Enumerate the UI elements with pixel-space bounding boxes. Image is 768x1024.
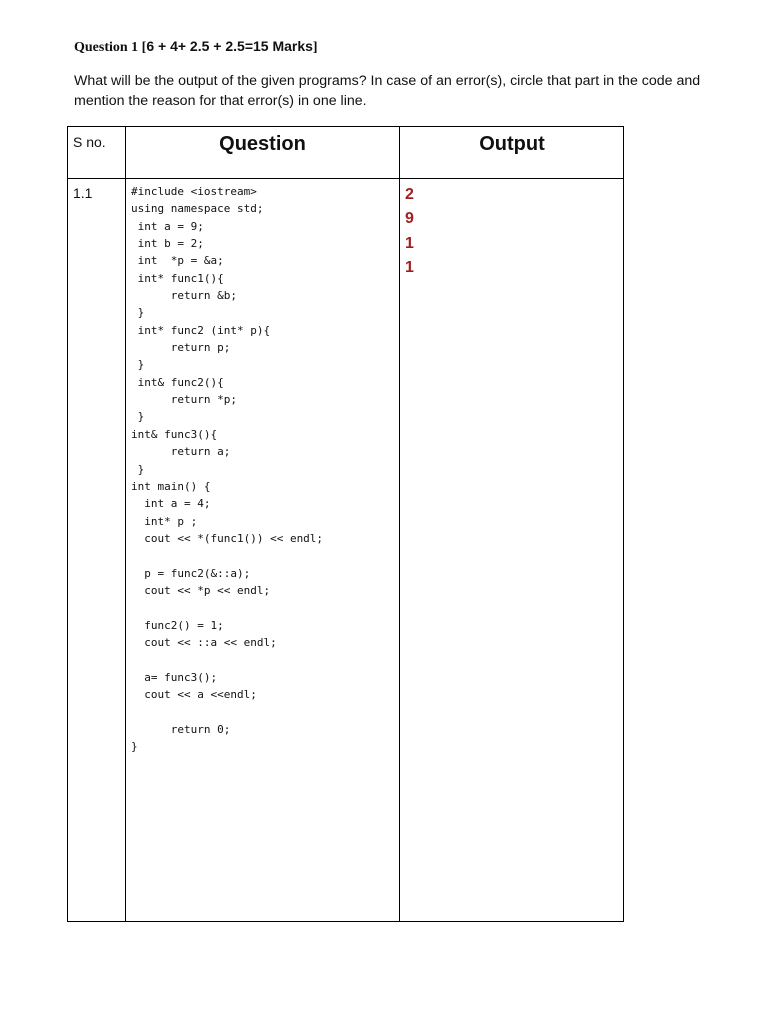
code-line: } xyxy=(131,358,145,372)
question-table xyxy=(67,126,624,922)
code-line: return a; xyxy=(131,445,231,459)
code-line: return 0; xyxy=(131,722,231,736)
code-line: int& func3(){ xyxy=(131,427,218,441)
instructions: What will be the output of the given programs? In case of an error(s), circle that part in the code and mention the reason for that error(s) in one line. xyxy=(74,73,701,109)
code-line: int *p = &a; xyxy=(131,254,224,268)
code-line: a= func3(); xyxy=(131,670,218,684)
code-line: func2() = 1; xyxy=(131,618,224,632)
question-heading xyxy=(74,38,318,56)
code-line: return *p; xyxy=(131,393,237,407)
code-line: int b = 2; xyxy=(131,237,204,251)
code-line: } xyxy=(131,740,138,753)
column-divider xyxy=(125,127,126,921)
code-line: int& func2(){ xyxy=(131,375,224,389)
output-value: 1 xyxy=(405,234,414,252)
code-line xyxy=(131,651,393,668)
code-line: int a = 4; xyxy=(131,497,211,511)
code-line: return &b; xyxy=(131,289,237,303)
code-line: p = func2(&::a); xyxy=(131,566,251,580)
question-marks: 6 + 4+ 2.5 + 2.5=15 Marks xyxy=(146,38,313,54)
code-line: using namespace std; xyxy=(131,202,264,216)
code-line: int* func1(){ xyxy=(131,271,224,285)
header-question: Question xyxy=(219,133,306,155)
code-line: int* p ; xyxy=(131,514,198,528)
header-output: Output xyxy=(479,133,545,155)
output-value: 9 xyxy=(405,210,414,228)
code-line: int* func2 (int* p){ xyxy=(131,323,271,337)
question-heading-close: ] xyxy=(312,40,318,55)
column-divider xyxy=(399,127,400,921)
code-line: } xyxy=(131,410,145,424)
header-sno: S no. xyxy=(73,134,106,150)
code-line: cout << *(func1()) << endl; xyxy=(131,531,324,545)
code-line: #include <iostream> xyxy=(131,185,257,198)
code-line xyxy=(131,599,393,616)
row-sno: 1.1 xyxy=(73,185,93,201)
output-value: 2 xyxy=(405,186,414,203)
code-line: cout << a <<endl; xyxy=(131,687,257,701)
output-value: 1 xyxy=(405,258,414,276)
code-line: cout << *p << endl; xyxy=(131,583,271,597)
code-line: return p; xyxy=(131,341,231,355)
code-block xyxy=(131,183,393,755)
output-values xyxy=(405,183,414,280)
code-line: } xyxy=(131,462,145,476)
code-line: int main() { xyxy=(131,479,211,493)
question-label: Question 1 [ xyxy=(74,40,147,55)
code-line: int a = 9; xyxy=(131,219,204,233)
code-line: } xyxy=(131,306,145,320)
code-line xyxy=(131,547,393,564)
code-line: cout << ::a << endl; xyxy=(131,635,277,649)
header-divider xyxy=(68,178,623,179)
code-line xyxy=(131,703,393,720)
